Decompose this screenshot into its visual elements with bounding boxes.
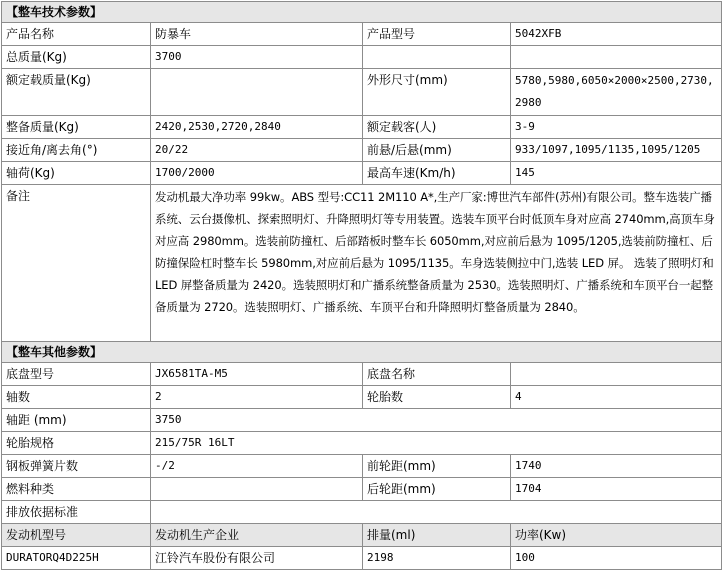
table-row xyxy=(2,501,722,524)
label-rear-track: 后轮距(mm) xyxy=(363,478,511,501)
label-product-model: 产品型号 xyxy=(363,23,511,46)
header-engine-model: 发动机型号 xyxy=(2,524,151,547)
value-power: 100 xyxy=(511,547,722,570)
label-axle-load: 轴荷(Kg) xyxy=(2,162,151,185)
header-engine-maker: 发动机生产企业 xyxy=(151,524,363,547)
label-chassis-name: 底盘名称 xyxy=(363,363,511,386)
label-max-speed: 最高车速(Km/h) xyxy=(363,162,511,185)
value-rear-track: 1704 xyxy=(511,478,722,501)
value-curb-mass: 2420,2530,2720,2840 xyxy=(151,116,363,139)
table-row xyxy=(2,162,722,185)
table-row xyxy=(2,455,722,478)
value-max-speed: 145 xyxy=(511,162,722,185)
value-chassis-model: JX6581TA-M5 xyxy=(151,363,363,386)
label-remarks: 备注 xyxy=(2,185,151,342)
engine-data-row xyxy=(2,547,722,570)
header-displacement: 排量(ml) xyxy=(363,524,511,547)
table-row-remarks xyxy=(2,185,722,342)
value-engine-model: DURATORQ4D225H xyxy=(2,547,151,570)
value-passengers: 3-9 xyxy=(511,116,722,139)
label-overhang: 前悬/后悬(mm) xyxy=(363,139,511,162)
value-rated-load xyxy=(151,69,363,116)
value-empty xyxy=(511,46,722,69)
value-angles: 20/22 xyxy=(151,139,363,162)
label-tires: 轮胎数 xyxy=(363,386,511,409)
table-row xyxy=(2,363,722,386)
value-remarks: 发动机最大净功率 99kw。ABS 型号:CC11 2M110 A*,生产厂家:博世汽车部件(苏州)有限公司。整车选装广播系统、云台摄像机、探索照明灯、升降照明灯等专用装置。选装车顶平台时低顶车身对应高 2740mm,高顶车身对应高 2980mm。选装前防撞杠、后部踏板时整车长 6050mm,对应前后悬为 1095/1205,选装前防撞杠、后防撞保险杠时整车长 5980mm,对应前后悬为 1095/1135。车身选装侧拉中门,选装 LED 屏。 选装了照明灯和 LED 屏整备质量为 2420。选装照明灯和广播系统整备质量为 2530。选装照明灯、广播系统和车顶平台一起整备质量为 2720。选装照明灯、广播系统、车顶平台和升降照明灯整备质量为 2840。 xyxy=(151,185,722,342)
table-row xyxy=(2,46,722,69)
label-dimensions: 外形尺寸(mm) xyxy=(363,69,511,116)
label-empty xyxy=(363,46,511,69)
value-dimensions: 5780,5980,6050×2000×2500,2730,2980 xyxy=(511,69,722,116)
value-product-name: 防暴车 xyxy=(151,23,363,46)
table-row xyxy=(2,69,722,116)
label-emission: 排放依据标准 xyxy=(2,501,151,524)
label-wheelbase: 轴距 (mm) xyxy=(2,409,151,432)
table-row xyxy=(2,139,722,162)
label-total-mass: 总质量(Kg) xyxy=(2,46,151,69)
value-front-track: 1740 xyxy=(511,455,722,478)
value-emission xyxy=(151,501,722,524)
spec-sheet xyxy=(1,1,721,570)
table-row xyxy=(2,432,722,455)
value-engine-maker: 江铃汽车股份有限公司 xyxy=(151,547,363,570)
label-passengers: 额定载客(人) xyxy=(363,116,511,139)
value-leaf-springs: -/2 xyxy=(151,455,363,478)
spec-table xyxy=(1,1,722,570)
value-axles: 2 xyxy=(151,386,363,409)
label-leaf-springs: 钢板弹簧片数 xyxy=(2,455,151,478)
table-row xyxy=(2,409,722,432)
table-row xyxy=(2,386,722,409)
value-wheelbase: 3750 xyxy=(151,409,722,432)
table-row xyxy=(2,478,722,501)
label-angles: 接近角/离去角(°) xyxy=(2,139,151,162)
section-title-tech: 【整车技术参数】 xyxy=(2,2,722,23)
value-tire-spec: 215/75R 16LT xyxy=(151,432,722,455)
label-axles: 轴数 xyxy=(2,386,151,409)
value-total-mass: 3700 xyxy=(151,46,363,69)
label-rated-load: 额定载质量(Kg) xyxy=(2,69,151,116)
label-product-name: 产品名称 xyxy=(2,23,151,46)
table-row xyxy=(2,116,722,139)
label-tire-spec: 轮胎规格 xyxy=(2,432,151,455)
label-curb-mass: 整备质量(Kg) xyxy=(2,116,151,139)
label-fuel-type: 燃料种类 xyxy=(2,478,151,501)
table-row xyxy=(2,23,722,46)
value-product-model: 5042XFB xyxy=(511,23,722,46)
value-displacement: 2198 xyxy=(363,547,511,570)
value-chassis-name xyxy=(511,363,722,386)
value-tires: 4 xyxy=(511,386,722,409)
section-title-other: 【整车其他参数】 xyxy=(2,342,722,363)
section-header-other xyxy=(2,342,722,363)
engine-header-row xyxy=(2,524,722,547)
value-axle-load: 1700/2000 xyxy=(151,162,363,185)
section-header-tech xyxy=(2,2,722,23)
header-power: 功率(Kw) xyxy=(511,524,722,547)
label-chassis-model: 底盘型号 xyxy=(2,363,151,386)
label-front-track: 前轮距(mm) xyxy=(363,455,511,478)
value-fuel-type xyxy=(151,478,363,501)
value-overhang: 933/1097,1095/1135,1095/1205 xyxy=(511,139,722,162)
